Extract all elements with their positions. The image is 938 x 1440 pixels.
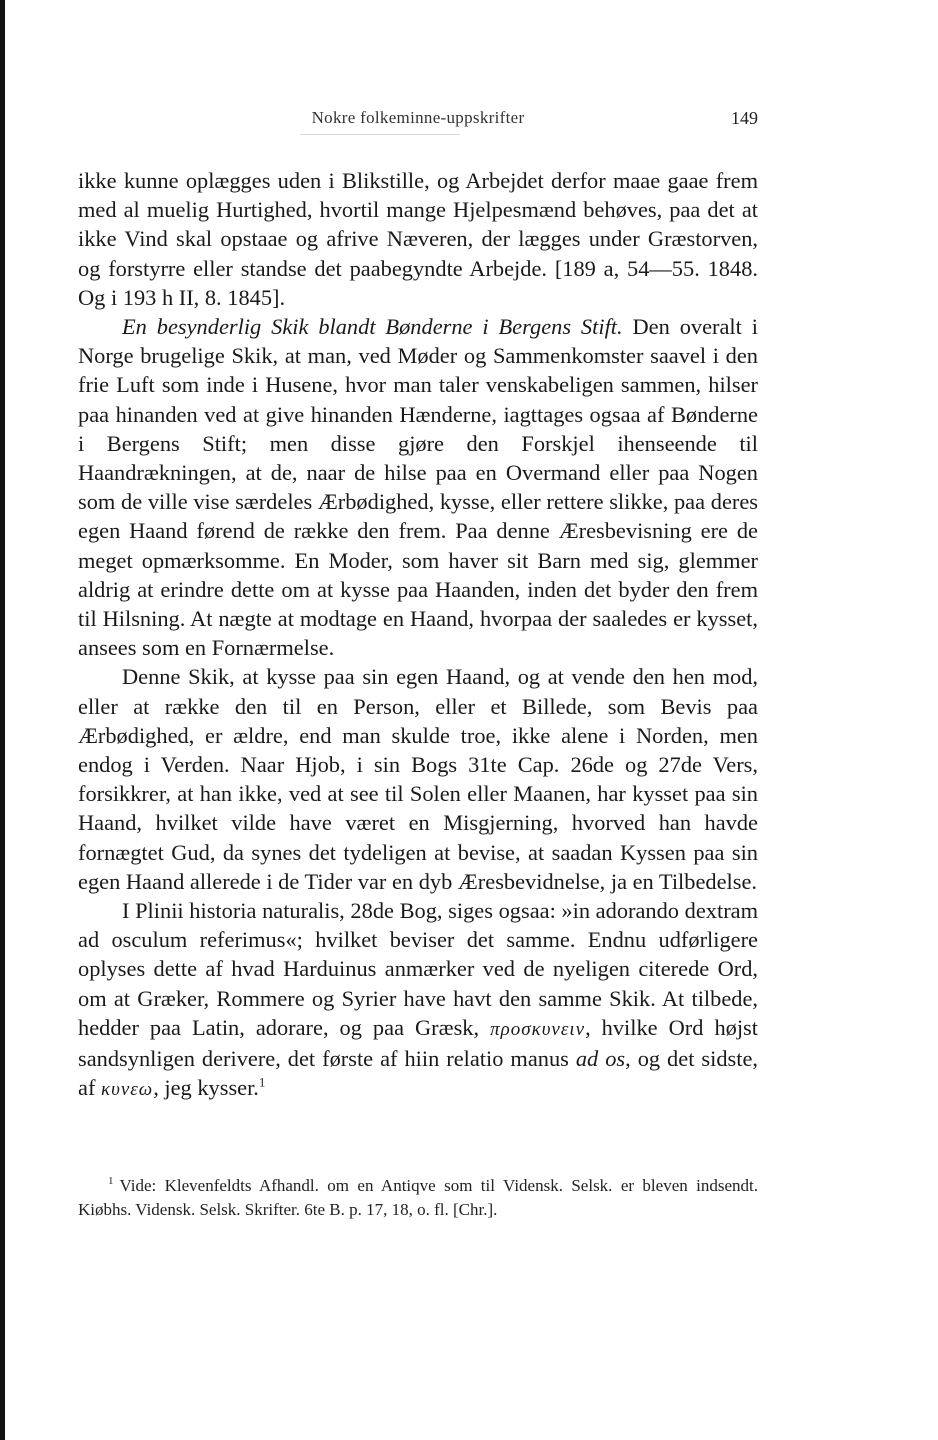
header-rule bbox=[300, 134, 460, 135]
greek-word-kyneo: κυνεω bbox=[101, 1079, 154, 1101]
paragraph-4-text-b: , hvilke Ord højst sandsynligen derivere, det første af hiin relatio manus bbox=[78, 1014, 758, 1072]
paragraph-2-text: Den overalt i Norge brugelige Skik, at man, ved Møder og Sammenkomster saavel i den frie Luft som inde i Husene, hvor man taler venskabeligen sammen, hilser paa hinanden ved at give hinanden Hænderne, iagttages ogsaa af Bønderne i Bergens Stift; men disse gjøre den Forskjel ihenseende til Haandrækningen, at de, naar de hilse paa en Overmand eller paa Nogen som de ville vise særdeles Ærbødighed, kysse, eller rettere slikke, paa deres egen Haand førend de række den frem. Paa denne Æresbevisning ere de meget opmærksomme. En Moder, som haver sit Barn med sig, glemmer aldrig at erindre dette om at kysse paa Haanden, inden det byder den frem til Hilsning. At nægte at modtage en Haand, hvorpaa der saaledes er kysset, ansees som en Fornærmelse. bbox=[78, 314, 758, 661]
footnote-mark: 1 bbox=[108, 1175, 114, 1188]
running-header bbox=[78, 108, 758, 136]
latin-ad-os: ad os bbox=[575, 1046, 626, 1072]
section-heading: En besynderlig Skik blandt Bønderne i Bergens Stift. bbox=[122, 314, 623, 340]
footnotes bbox=[78, 1174, 758, 1222]
paragraph-1: ikke kunne oplægges uden i Blikstille, og Arbejdet derfor maae gaae frem med al muelig Hurtighed, hvortil mange Hjelpesmænd behøves, paa det at ikke Vind skal opstaae og afrive Næveren, der lægges under Græstorven, og forstyrre eller standse det paabegyndte Arbejde. [189 a, 54—55. 1848. Og i 193 h II, 8. 1845]. bbox=[78, 168, 758, 310]
paragraph-3: Denne Skik, at kysse paa sin egen Haand, og at vende den hen mod, eller at række den til en Person, eller et Billede, som Bevis paa Ærbødighed, er ældre, end man skulde troe, ikke alene i Norden, men endog i Verden. Naar Hjob, i sin Bogs 31te Cap. 26de og 27de Vers, forsikkrer, at han ikke, ved at see til Solen eller Maanen, har kysset paa sin Haand, hvilket vilde have været en Misgjerning, hvorved han havde fornægtet Gud, da synes det tydeligen at bevise, at saadan Kyssen paa sin egen Haand allerede i de Tider var en dyb Æresbevidnelse, ja en Tilbedelse. bbox=[78, 664, 758, 894]
footnote-1 bbox=[78, 1174, 758, 1222]
paragraph-2 bbox=[78, 312, 758, 662]
page-number: 149 bbox=[731, 108, 758, 128]
main-text bbox=[78, 166, 758, 1105]
footnote-reference: 1 bbox=[258, 1074, 266, 1090]
running-title: Nokre folkeminne-uppskrifter bbox=[311, 108, 525, 127]
paragraph-4-text-a: I Plinii historia naturalis, 28de Bog, siges ogsaa: »in adorando dextram ad osculum referimus«; hvilket beviser det samme. Endnu udførligere oplyses dette af hvad Harduinus anmærker ved de nyeligen citerede Ord, om at Græker, Rommere og Syrier have havt den samme Skik. At tilbede, hedder paa Latin, adorare, og paa Græsk, bbox=[78, 898, 758, 1040]
footnote-text: Vide: Klevenfeldts Afhandl. om en Antiqve som til Vidensk. Selsk. er bleven indsendt. Kiøbhs. Vidensk. Selsk. Skrifter. 6te B. p. 17, 18, o. fl. [Chr.]. bbox=[78, 1176, 758, 1219]
scan-edge bbox=[0, 0, 5, 1440]
paragraph-4-text-c: , og det sidste, af bbox=[78, 1046, 758, 1101]
paragraph-4-text-d: , jeg kysser. bbox=[153, 1075, 259, 1101]
greek-word-proskynein: προσκυνειν bbox=[490, 1018, 586, 1040]
paragraph-4 bbox=[78, 896, 758, 1104]
